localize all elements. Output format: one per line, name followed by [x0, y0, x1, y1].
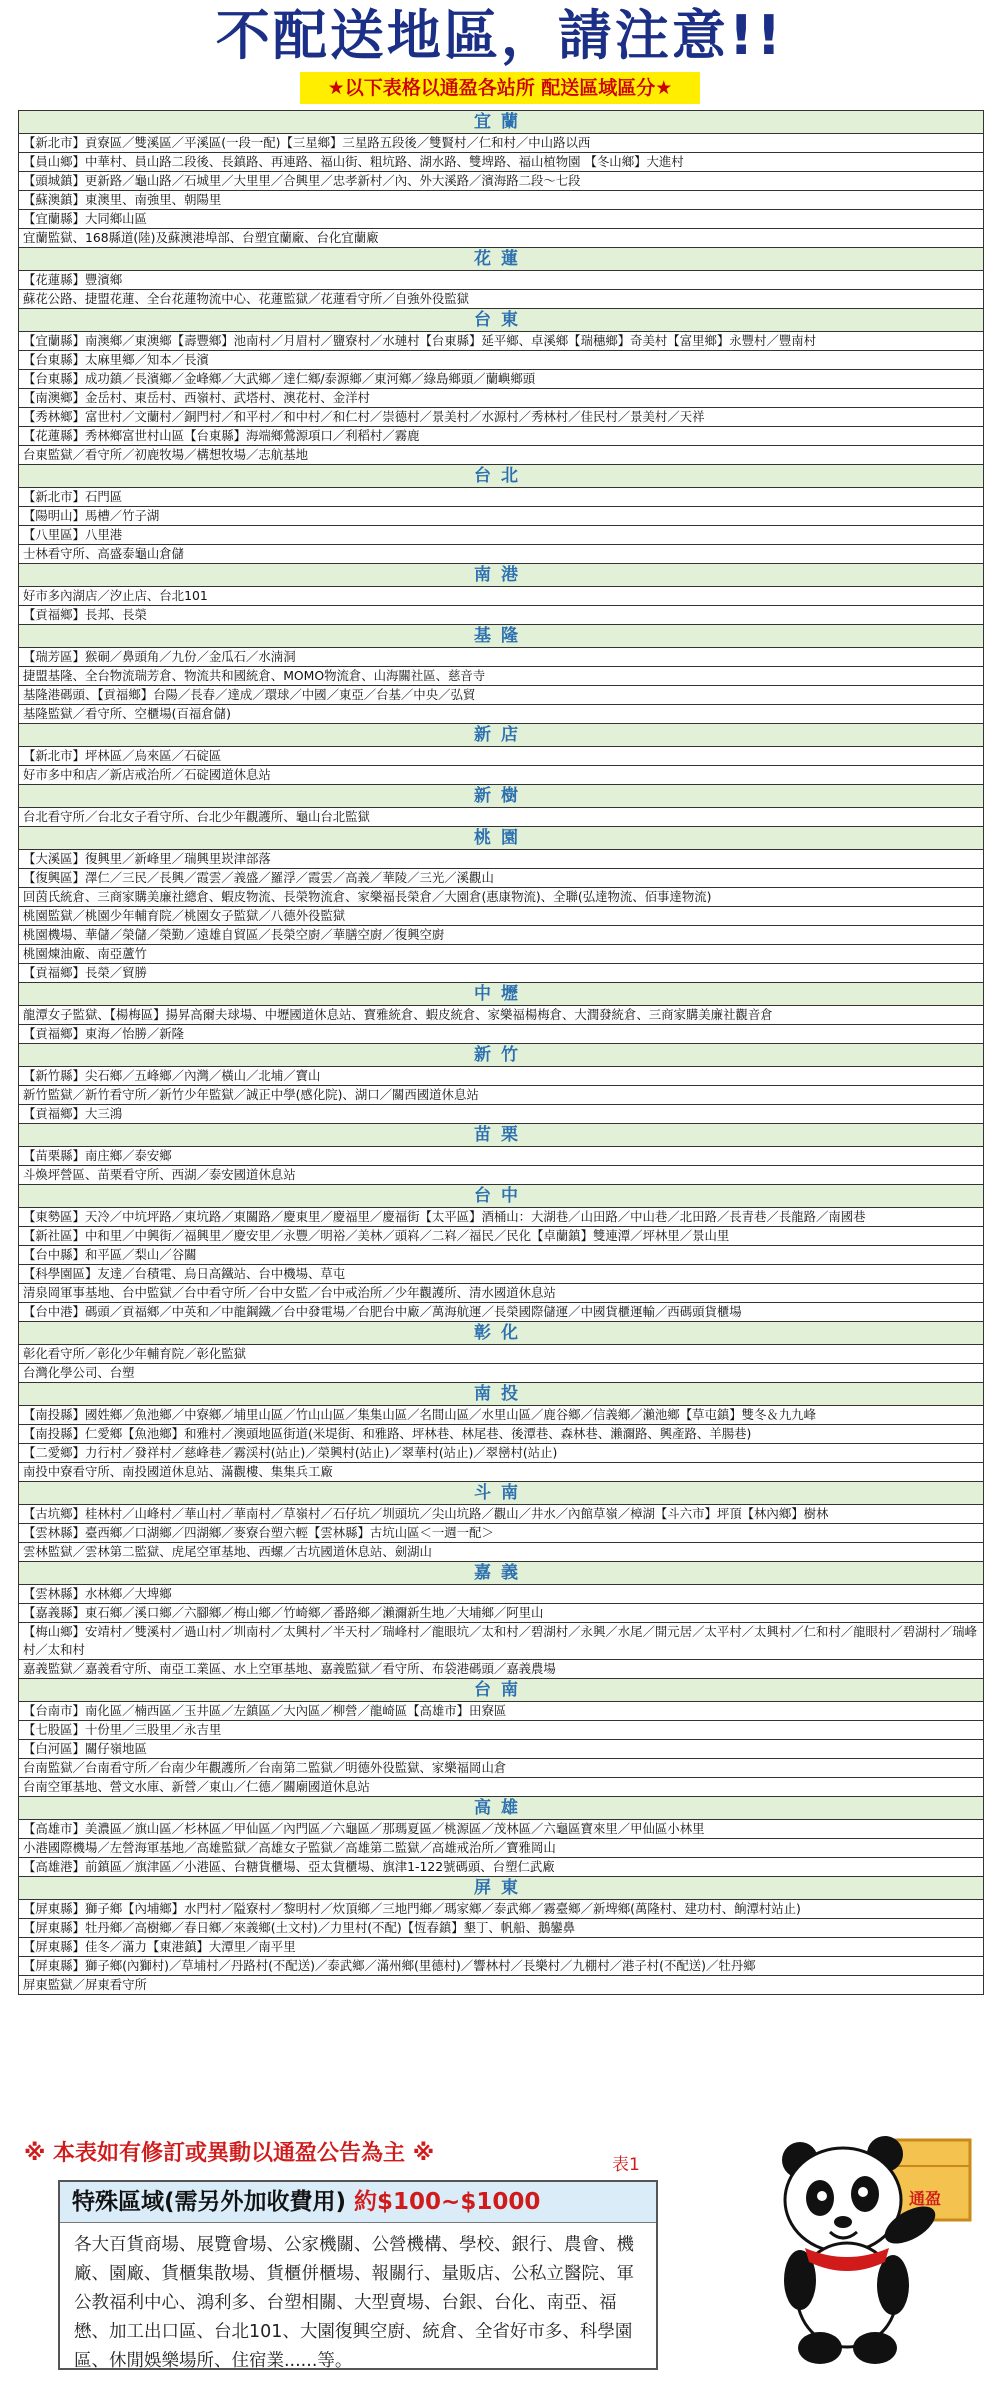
table-tag: 表1: [612, 2155, 640, 2175]
table-row: 【屏東縣】牡丹鄉／高樹鄉／春日鄉／來義鄉(土文村)／力里村(不配)【恆春鎮】墾丁、帆船、鵝鑾鼻: [19, 1919, 983, 1938]
table-row: 屏東監獄／屏東看守所: [23, 1977, 147, 1992]
table-row: 捷盟基隆、全台物流瑞芳倉、物流共和國統倉、MOMO物流倉、山海關社區、慈音寺: [19, 667, 983, 686]
table-row: 基隆監獄／看守所、空櫃場(百福倉儲): [19, 705, 983, 724]
region-header: 中壢: [19, 983, 983, 1006]
table-row: 【古坑鄉】桂林村／山峰村／華山村／華南村／草嶺村／石仔坑／圳頭坑／尖山坑路／觀山／井水／內館草嶺／樟湖【斗六市】坪頂【林內鄉】樹林: [19, 1505, 983, 1524]
table-row: 【陽明山】馬槽／竹子湖: [19, 507, 983, 526]
table-row: 台南空軍基地、營文水庫、新營／東山／仁德／關廟國道休息站: [19, 1778, 983, 1797]
special-area-header: [60, 2182, 656, 2223]
table-row: 【雲林縣】臺西鄉／口湖鄉／四湖鄉／麥寮台塑六輕【雲林縣】古坑山區＜一週一配＞: [19, 1524, 983, 1543]
special-area-text: 各大百貨商場、展覽會場、公家機關、公營機構、學校、銀行、農會、機廠、園廠、貨櫃集散場、貨櫃併櫃場、報關行、量販店、公私立醫院、軍公教福利中心、鴻利多、台塑相關、大型賣場、台銀、台化、南亞、福懋、加工出口區、台北101、大園復興空廚、統倉、全省好市多、科學園區、休閒娛樂場所、住宿業......等。: [74, 2235, 634, 2371]
table-row: 【貢福鄉】東海／怡勝／新隆: [19, 1025, 983, 1044]
table-row: 【屏東縣】佳冬／滿力【東港鎮】大潭里／南平里: [19, 1938, 983, 1957]
table-row: 【東勢區】天冷／中坑坪路／東坑路／東關路／慶東里／慶福里／慶福街【太平區】酒桶山：大湖巷／山田路／中山巷／北田路／長青巷／長龍路／南國巷: [19, 1208, 983, 1227]
table-row: 【花蓮縣】豐濱鄉: [19, 271, 983, 290]
region-header: 斗南: [19, 1482, 983, 1505]
table-row: 【花蓮縣】秀林鄉富世村山區【台東縣】海端鄉鶯源項口／利稻村／霧鹿: [19, 427, 983, 446]
table-row: 【貢福鄉】長邦、長榮: [19, 606, 983, 625]
table-row: 清泉岡軍事基地、台中監獄／台中看守所／台中女監／台中戒治所／少年觀護所、清水國道休息站: [19, 1284, 983, 1303]
table-row: 回茵氏統倉、三商家購美廉社總倉、蝦皮物流、長榮物流倉、家樂福長榮倉／大園倉(惠康物流)、全聯(弘達物流、佰事達物流): [19, 888, 983, 907]
table-row: 【大溪區】復興里／新峰里／瑞興里崁津部落: [19, 850, 983, 869]
region-header: 彰化: [19, 1322, 983, 1345]
region-header: 新竹: [19, 1044, 983, 1067]
region-header: 宜蘭: [19, 111, 983, 134]
table-row: 台灣化學公司、台塑: [19, 1364, 983, 1383]
table-row: 【復興區】澤仁／三民／長興／霞雲／義盛／羅浮／霞雲／高義／華陵／三光／溪觀山: [19, 869, 983, 888]
table-row: 宜蘭監獄、168縣道(陸)及蘇澳港埠部、台塑宜蘭廠、台化宜蘭廠: [19, 229, 983, 248]
panda-mascot-icon: [765, 2120, 985, 2370]
table-row: 雲林監獄／雲林第二監獄、虎尾空軍基地、西螺／古坑國道休息站、劍湖山: [19, 1543, 983, 1562]
region-header: 屏東: [19, 1877, 983, 1900]
table-row: 【台東縣】太麻里鄉／知本／長濱: [19, 351, 983, 370]
table-row: 【新北市】坪林區／烏來區／石碇區: [19, 747, 983, 766]
table-row: 【台南市】南化區／楠西區／玉井區／左鎮區／大內區／柳營／龍崎區【高雄市】田寮區: [19, 1702, 983, 1721]
table-row: 【苗栗縣】南庄鄉／泰安鄉: [19, 1147, 983, 1166]
table-row: 【新北市】貢寮區／雙溪區／平溪區(一段一配)【三星鄉】三星路五段後／雙賢村／仁和村／中山路以西: [19, 134, 983, 153]
region-header: 桃園: [19, 827, 983, 850]
special-area-title: 特殊區域(需另外加收費用): [72, 2189, 347, 2215]
table-row: 【秀林鄉】富世村／文蘭村／銅門村／和平村／和中村／和仁村／崇德村／景美村／水源村／秀林村／佳民村／景美村／天祥: [19, 408, 983, 427]
table-row: 【台中縣】和平區／梨山／谷關: [19, 1246, 983, 1265]
region-header: 台中: [19, 1185, 983, 1208]
table-row: 士林看守所、高盛泰龜山倉儲: [19, 545, 983, 564]
table-row: 嘉義監獄／嘉義看守所、南亞工業區、水上空軍基地、嘉義監獄／看守所、布袋港碼頭／嘉義農場: [19, 1660, 983, 1679]
table-row: 【頭城鎮】更新路／龜山路／石城里／大里里／合興里／忠孝新村／內、外大溪路／濱海路二段～七段: [19, 172, 983, 191]
table-row: 【高雄港】前鎮區／旗津區／小港區、台糖貨櫃場、亞太貨櫃場、旗津1-122號碼頭、台塑仁武廠: [19, 1858, 983, 1877]
region-header: 南投: [19, 1383, 983, 1406]
table-row: 蘇花公路、捷盟花蓮、全台花蓮物流中心、花蓮監獄／花蓮看守所／自強外役監獄: [19, 290, 983, 309]
table-row: 【七股區】十份里／三股里／永吉里: [19, 1721, 983, 1740]
table-row: 好市多內湖店／汐止店、台北101: [19, 587, 983, 606]
table-row: 斗煥坪營區、苗栗看守所、西湖／泰安國道休息站: [19, 1166, 983, 1185]
table-row: 【員山鄉】中華村、員山路二段後、長鎮路、再連路、福山街、粗坑路、湖水路、雙埤路、福山植物園 【冬山鄉】大進村: [19, 153, 983, 172]
table-row: 【台中港】碼頭／貢福鄉／中英和／中龍鋼鐵／台中發電場／台肥台中廠／萬海航運／長榮國際儲運／中國貨櫃運輸／西碼頭貨櫃場: [19, 1303, 983, 1322]
special-area-box: [58, 2180, 658, 2370]
table-row: 【嘉義縣】東石鄉／溪口鄉／六腳鄉／梅山鄉／竹崎鄉／番路鄉／瀨濔新生地／大埔鄉／阿里山: [19, 1604, 983, 1623]
table-row: 【台東縣】成功鎮／長濱鄉／金峰鄉／大武鄉／達仁鄉/泰源鄉／東河鄉／綠島鄉頭／蘭嶼鄉頭: [19, 370, 983, 389]
table-row: 台南監獄／台南看守所／台南少年觀護所／台南第二監獄／明德外役監獄、家樂福岡山倉: [19, 1759, 983, 1778]
table-row: 【梅山鄉】安靖村／雙溪村／過山村／圳南村／太興村／半天村／瑞峰村／龍眼坑／太和村／碧湖村／永興／水尾／開元居／太平村／太興村／仁和村／龍眼村／碧湖村／瑞峰村／太和村: [19, 1623, 983, 1660]
table-row: 【宜蘭縣】南澳鄉／東澳鄉【壽豐鄉】池南村／月眉村／鹽寮村／水璉村【台東縣】延平鄉、卓溪鄉【瑞穗鄉】奇美村【富里鄉】永豐村／豐南村: [19, 332, 983, 351]
page-title: 不配送地區，請注意!!: [215, 4, 785, 67]
table-row: 桃園煉油廠、南亞蘆竹: [19, 945, 983, 964]
table-row: 【新北市】石門區: [19, 488, 983, 507]
region-header: 嘉義: [19, 1562, 983, 1585]
table-row: 基隆港碼頭、【貢福鄉】台陽／長春／達成／環球／中國／東亞／台基／中央／弘貿: [19, 686, 983, 705]
region-header: 台東: [19, 309, 983, 332]
table-row: 【新竹縣】尖石鄉／五峰鄉／內灣／橫山／北埔／寶山: [19, 1067, 983, 1086]
table-row: 桃園機場、華儲／榮儲／榮勤／遠雄自貿區／長榮空廚／華膳空廚／復興空廚: [19, 926, 983, 945]
exclusion-table: [18, 110, 984, 1995]
table-row: 【南澳鄉】金岳村、東岳村、西嶺村、武塔村、澳花村、金洋村: [19, 389, 983, 408]
box-label: 通盈: [908, 2189, 942, 2208]
table-row: 【雲林縣】水林鄉／大埤鄉: [19, 1585, 983, 1604]
table-row: 【貢福鄉】大三鴻: [19, 1105, 983, 1124]
table-row: 小港國際機場／左營海軍基地／高雄監獄／高雄女子監獄／高雄第二監獄／高雄戒治所／寶雅岡山: [19, 1839, 983, 1858]
table-row: 南投中寮看守所、南投國道休息站、滿觀樓、集集兵工廠: [19, 1463, 983, 1482]
table-row: 新竹監獄／新竹看守所／新竹少年監獄／誠正中學(感化院)、湖口／關西國道休息站: [19, 1086, 983, 1105]
region-header: 苗栗: [19, 1124, 983, 1147]
table-row: 【白河區】關仔嶺地區: [19, 1740, 983, 1759]
table-row: 桃園監獄／桃園少年輔育院／桃園女子監獄／八德外役監獄: [19, 907, 983, 926]
table-row: 【蘇澳鎮】東澳里、南強里、朝陽里: [19, 191, 983, 210]
region-header: 基隆: [19, 625, 983, 648]
region-header: 高雄: [19, 1797, 983, 1820]
table-row: 【瑞芳區】猴硐／鼻頭角／九份／金瓜石／水湳洞: [19, 648, 983, 667]
table-row: 【南投縣】仁愛鄉【魚池鄉】和雅村／澳頭地區街道(米堤街、和雅路、坪林巷、林尾巷、後潭巷、森林巷、瀨濔路、興產路、羊腸巷): [19, 1425, 983, 1444]
table-row: 【高雄市】美濃區／旗山區／杉林區／甲仙區／內門區／六龜區／那瑪夏區／桃源區／茂林區／六龜區寶來里／甲仙區小林里: [19, 1820, 983, 1839]
table-row: 【科學園區】友達／台積電、烏日高鐵站、台中機場、草屯: [19, 1265, 983, 1284]
table-row: 台北看守所／台北女子看守所、台北少年觀護所、龜山台北監獄: [19, 808, 983, 827]
table-row: 台東監獄／看守所／初鹿牧場／構想牧場／志航基地: [19, 446, 983, 465]
table-row: 彰化看守所／彰化少年輔育院／彰化監獄: [19, 1345, 983, 1364]
table-row: 【新社區】中和里／中興街／福興里／慶安里／永豐／明裕／美林／頭嵙／二嵙／福民／民化【卓蘭鎮】雙連潭／坪林里／景山里: [19, 1227, 983, 1246]
table-row: 【屏東縣】獅子鄉(內獅村)／草埔村／丹路村(不配送)／泰武鄉／滿州鄉(里德村)／響林村／長樂村／九棚村／港子村(不配送)／牡丹鄉: [19, 1957, 983, 1976]
table-row: 【二愛鄉】力行村／發祥村／慈峰巷／霧渓村(站止)／榮興村(站止)／翠華村(站止)／翠巒村(站止): [19, 1444, 983, 1463]
table-row: 【南投縣】國姓鄉／魚池鄉／中寮鄉／埔里山區／竹山山區／集集山區／名間山區／水里山區／鹿谷鄉／信義鄉／瀨池鄉【草屯鎮】雙冬＆九九峰: [19, 1406, 983, 1425]
table-row: 【貢福鄉】長榮／貿勝: [19, 964, 983, 983]
notice-text: ※ 本表如有修訂或異動以通盈公告為主 ※: [24, 2141, 435, 2166]
region-header: 新店: [19, 724, 983, 747]
region-header: 台南: [19, 1679, 983, 1702]
table-row: 龍潭女子監獄、【楊梅區】揚昇高爾夫球場、中壢國道休息站、寶雅統倉、蝦皮統倉、家樂福楊梅倉、大潤發統倉、三商家購美廉社觀音倉: [19, 1006, 983, 1025]
region-header: 南港: [19, 564, 983, 587]
region-header: 花蓮: [19, 248, 983, 271]
page-subtitle: ★以下表格以通盈各站所 配送區域區分★: [300, 72, 700, 104]
table-row: 【八里區】八里港: [19, 526, 983, 545]
table-row: 【宜蘭縣】大同鄉山區: [19, 210, 983, 229]
region-header: 新樹: [19, 785, 983, 808]
special-area-price: 約$100~$1000: [354, 2189, 541, 2215]
region-header: 台北: [19, 465, 983, 488]
table-row: 【屏東縣】獅子鄉【內埔鄉】水門村／隘寮村／黎明村／炊頂鄉／三地門鄉／瑪家鄉／泰武鄉／霧臺鄉／新埤鄉(萬隆村、建功村、餉潭村站止): [19, 1900, 983, 1919]
table-row: 好市多中和店／新店戒治所／石碇國道休息站: [19, 766, 983, 785]
